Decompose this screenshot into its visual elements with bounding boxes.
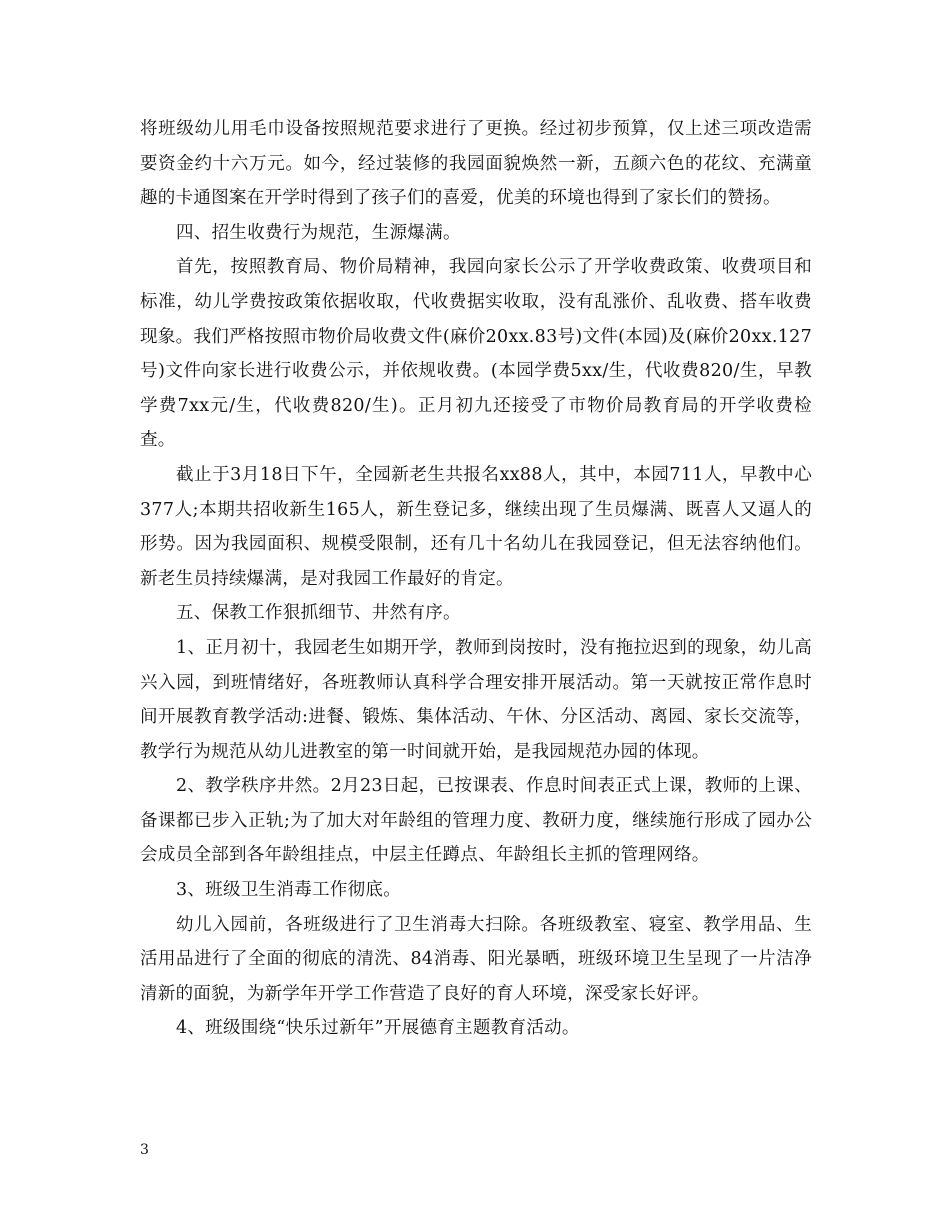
paragraph-item-2-teaching-order: 2、教学秩序井然。2月23日起，已按课表、作息时间表正式上课，教师的上课、备课都已步入正轨;为了加大对年龄组的管理力度、教研力度，继续施行形成了园办公会成员全部到各年龄组挂点，中层主任蹲点、年龄组长主抓的管理网络。: [140, 776, 812, 866]
subheading-item-4-moral-education: 4、班级围绕“快乐过新年”开展德育主题教育活动。: [176, 1018, 580, 1039]
document-body: [140, 112, 812, 1046]
section-heading-teaching-work: 五、保教工作狠抓细节、井然有序。: [176, 603, 461, 624]
paragraph-continuation: 将班级幼儿用毛巾设备按照规范要求进行了更换。经过初步预算，仅上述三项改造需要资金约十六万元。如今，经过装修的我园面貌焕然一新，五颜六色的花纹、充满童趣的卡通图案在开学时得到了孩子们的喜爱，优美的环境也得到了家长们的赞扬。: [140, 119, 812, 209]
section-heading-enrollment-fees: 四、招生收费行为规范，生源爆满。: [176, 222, 461, 243]
paragraph-item-1-school-opening: 1、正月初十，我园老生如期开学，教师到岗按时，没有拖拉迟到的现象，幼儿高兴入园，到班情绪好，各班教师认真科学合理安排开展活动。第一天就按正常作息时间开展教育教学活动:进餐、锻炼、集体活动、午休、分区活动、离园、家长交流等，教学行为规范从幼儿进教室的第一时间就开始，是我园规范办园的体现。: [140, 637, 812, 762]
paragraph-hygiene-cleaning: 幼儿入园前，各班级进行了卫生消毒大扫除。各班级教室、寝室、教学用品、生活用品进行了全面的彻底的清洗、84消毒、阳光暴晒，班级环境卫生呈现了一片洁净清新的面貌，为新学年开学工作营造了良好的育人环境，深受家长好评。: [140, 914, 812, 1004]
page-number: 3: [140, 1142, 149, 1158]
subheading-item-3-hygiene: 3、班级卫生消毒工作彻底。: [176, 880, 402, 901]
paragraph-fee-policy: 首先，按照教育局、物价局精神，我园向家长公示了开学收费政策、收费项目和标准，幼儿学费按政策依据收取，代收费据实收取，没有乱涨价、乱收费、搭车收费现象。我们严格按照市物价局收费文件(麻价20xx.83号)文件(本园)及(麻价20xx.127号)文件向家长进行收费公示，并依规收费。(本园学费5xx/生，代收费820/生，早教学费7xx元/生，代收费820/生)。正月初九还接受了市物价局教育局的开学收费检查。: [140, 257, 812, 451]
paragraph-enrollment-count: 截止于3月18日下午，全园新老生共报名xx88人，其中，本园711人，早教中心377人;本期共招收新生165人，新生登记多，继续出现了生员爆满、既喜人又逼人的形势。因为我园面积、规模受限制，还有几十名幼儿在我园登记，但无法容纳他们。新老生员持续爆满，是对我园工作最好的肯定。: [140, 464, 812, 589]
